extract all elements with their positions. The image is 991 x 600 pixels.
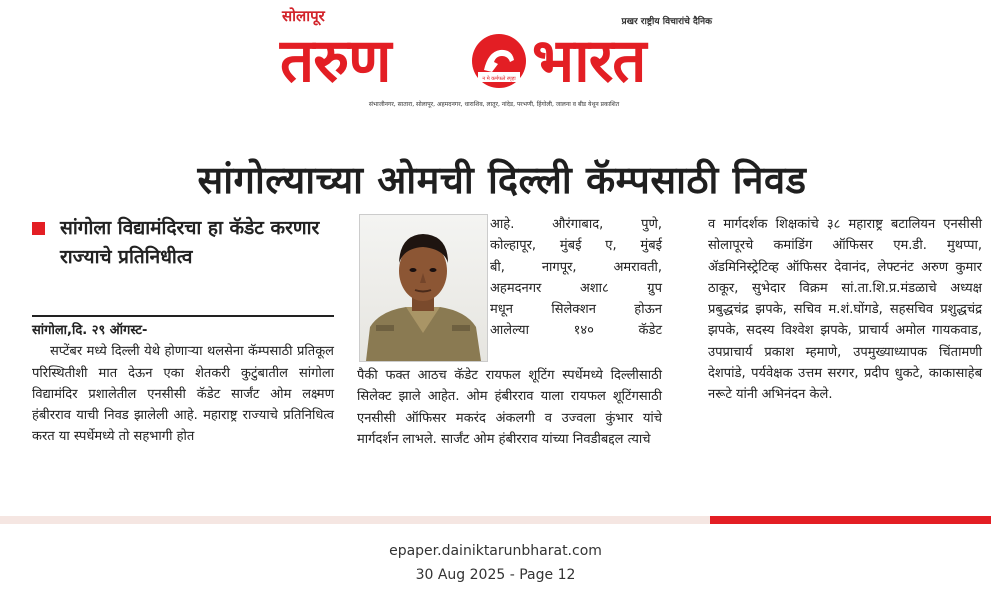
brand-name-right: भारत — [532, 26, 646, 96]
article-column-3 — [708, 214, 982, 406]
article-headline: सांगोल्याच्या ओमची दिल्ली कॅम्पसाठी निवड — [197, 158, 807, 202]
editions-line: संभाजीनगर, सातारा, सोलापूर, अहमदनगर, धाराशिव, लातूर, नांदेड, परभणी, हिंगोली, जालना व बीड येथून प्रकाशित — [368, 101, 620, 108]
article-column-1 — [32, 320, 334, 448]
epaper-url: epaper.dainiktarunbharat.com — [389, 543, 602, 559]
emblem-logo — [470, 32, 528, 90]
column-2-line: बी, नागपूर, अमरावती, — [490, 259, 662, 275]
page-bottom-accent — [710, 516, 991, 524]
cadet-photo — [359, 214, 488, 362]
tagline: प्रखर राष्ट्रीय विचारांचे दैनिक — [621, 17, 712, 27]
emblem-motto: न मे कर्मफले स्पृहा — [482, 76, 516, 82]
column-2-line: आलेल्या १४० कॅडेट — [490, 323, 662, 339]
column-1-text: सप्टेंबर मध्ये दिल्ली येथे होणाऱ्या थलसेना कॅम्पसाठी प्रतिकूल परिस्थितीशी मात देऊन एका शेतकरी कुटुंबातील सांगोला विद्यामंदिर प्रशालेतील एनसीसी कॅडेट सार्जंट ओम लक्ष्मण हंबीरराव याची निवड झालेली आहे. महाराष्ट्र राज्याचे प्रतिनिधित्व करत या स्पर्धेमध्ये तो सहभागी होत — [32, 344, 334, 445]
column-2-line: मधून सिलेक्शन होऊन — [490, 302, 662, 318]
deck-divider — [32, 315, 334, 317]
edition-date-page: 30 Aug 2025 - Page 12 — [415, 567, 576, 583]
dateline: सांगोला,दि. २९ ऑगस्ट- — [32, 323, 148, 338]
column-2-line: आहे. औरंगाबाद, पुणे, — [490, 217, 662, 232]
deck-text: सांगोला विद्यामंदिरचा हा कॅडेट करणार राज्याचे प्रतिनिधीत्व — [60, 217, 320, 268]
column-2-line: कोल्हापूर, मुंबई ए, मुंबई — [490, 238, 662, 254]
edition-city: सोलापूर — [282, 7, 325, 25]
article-column-2-bottom — [357, 365, 662, 450]
article-column-2-top — [490, 214, 662, 342]
brand-name-left: तरुण — [280, 26, 391, 96]
column-2-text: पैकी फक्त आठच कॅडेट रायफल शूटिंग स्पर्धेमध्ये दिल्लीसाठी सिलेक्ट झाले आहेत. ओम हंबीरराव याला रायफल शूटिंगसाठी एनसीसी ऑफिसर मकरंद अंकलगी व उज्वला कुंभार यांचे मार्गदर्शन लाभले. सार्जंट ओम हंबीरराव यांच्या निवडीबद्दल त्याचे — [357, 368, 662, 447]
deck-bullet-icon — [32, 222, 45, 235]
column-3-text: व मार्गदर्शक शिक्षकांचे ३८ महाराष्ट्र बटालियन एनसीसी सोलापूरचे कमांडिंग ऑफिसर एम.डी. मुथप्पा, ॲडमिनिस्ट्रेटिव्ह ऑफिसर देवानंद, लेफ्टनंट अरुण कुमार ठाकूर, सुभेदार विक्रम सां.ता.शि.प्र.मंडळाचे अध्यक्ष प्रबुद्धचंद्र झपके, सचिव म.शं.घोंगडे, सहसचिव प्रशुद्धचंद्र झपके, सदस्य विश्वेश झपके, प्राचार्य अमोल गायकवाड, उपप्राचार्य प्रकाश म्हमाणे, उपमुख्याध्यापक चिंतामणी देशपांडे, पर्यवेक्षक उत्तम सरगर, प्रदीप धुकटे, काकासाहेब नरूटे यांनी अभिनंदन केले. — [708, 217, 982, 403]
column-2-line: अहमदनगर अशा८ ग्रुप — [490, 280, 662, 296]
masthead — [270, 4, 718, 112]
